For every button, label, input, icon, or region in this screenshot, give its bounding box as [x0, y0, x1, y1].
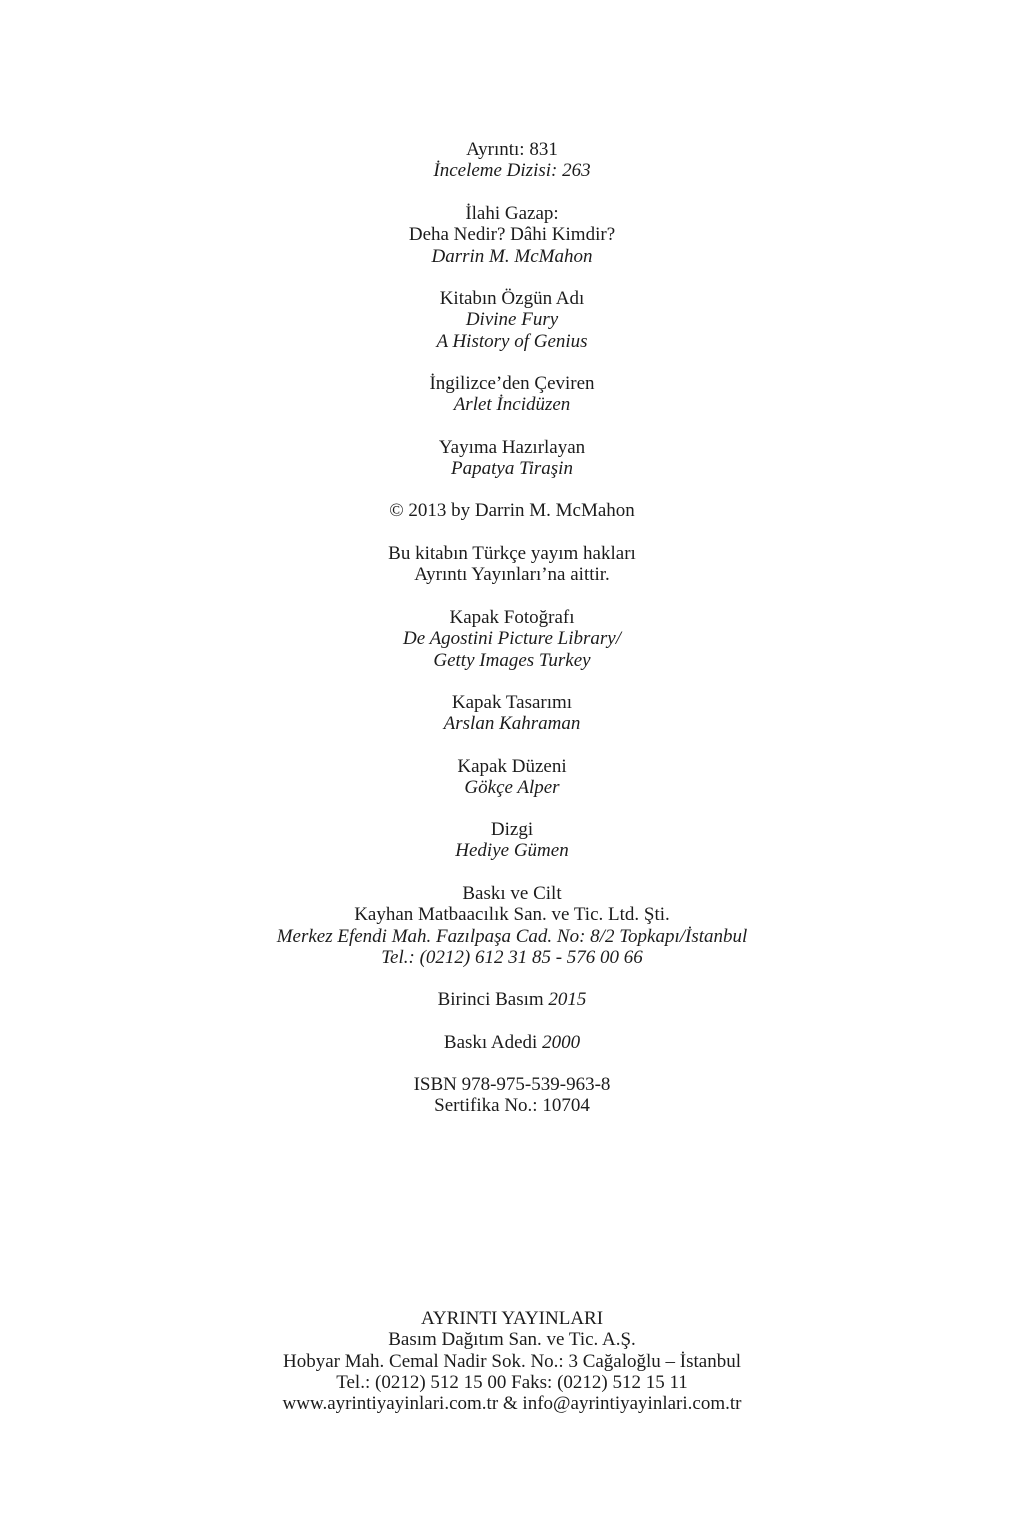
- rights-line-2: Ayrıntı Yayınları’na aittir.: [414, 564, 610, 586]
- typesetting-block: [0, 819, 1024, 862]
- printing-address: Merkez Efendi Mah. Fazılpaşa Cad. No: 8/2 Topkapı/İstanbul: [276, 925, 748, 947]
- cover-photo-line-1: De Agostini Picture Library/: [403, 628, 621, 650]
- cover-design-name: Arslan Kahraman: [443, 713, 581, 735]
- publisher-name: AYRINTI YAYINLARI: [420, 1308, 604, 1329]
- print-run-block: [0, 1032, 1024, 1053]
- printing-block: [0, 883, 1024, 968]
- first-edition-year: 2015: [548, 989, 587, 1010]
- book-title: İlahi Gazap:: [465, 203, 559, 224]
- publisher-address: Hobyar Mah. Cemal Nadir Sok. No.: 3 Cağaloğlu – İstanbul: [282, 1350, 742, 1372]
- book-subtitle: Deha Nedir? Dâhi Kimdir?: [408, 224, 616, 246]
- subseries-number: İnceleme Dizisi: 263: [433, 160, 591, 182]
- isbn: ISBN 978-975-539-963-8: [413, 1074, 611, 1095]
- printing-label: Baskı ve Cilt: [462, 883, 562, 904]
- typesetting-name: Hediye Gümen: [455, 840, 569, 862]
- book-author: Darrin M. McMahon: [431, 245, 593, 267]
- translator-name: Arlet İncidüzen: [453, 394, 571, 416]
- translator-label: İngilizce’den Çeviren: [429, 373, 595, 394]
- printing-company: Kayhan Matbaacılık San. ve Tic. Ltd. Şti.: [354, 904, 670, 926]
- cover-layout-label: Kapak Düzeni: [457, 756, 567, 777]
- series-number: Ayrıntı: 831: [466, 139, 558, 160]
- first-edition-block: [0, 989, 1024, 1010]
- rights-block: [0, 543, 1024, 586]
- print-run-line: [0, 1032, 1024, 1053]
- print-run-label: Baskı Adedi: [443, 1032, 538, 1053]
- original-title: Divine Fury: [465, 309, 559, 331]
- first-edition-line: [0, 989, 1024, 1010]
- publisher-web: www.ayrintiyayinlari.com.tr & info@ayrintiyayinlari.com.tr: [282, 1393, 742, 1415]
- printing-phone: Tel.: (0212) 612 31 85 - 576 00 66: [381, 946, 643, 968]
- original-subtitle: A History of Genius: [436, 330, 588, 352]
- book-info: [0, 203, 1024, 267]
- editor-block: [0, 437, 1024, 480]
- cover-design-block: [0, 692, 1024, 735]
- cover-photo-line-2: Getty Images Turkey: [433, 649, 591, 671]
- publisher-block: [0, 1308, 1024, 1414]
- print-run-count: 2000: [542, 1032, 581, 1053]
- publisher-company: Basım Dağıtım San. ve Tic. A.Ş.: [388, 1329, 636, 1351]
- original-title-block: [0, 288, 1024, 352]
- isbn-block: [0, 1074, 1024, 1117]
- certificate-number: Sertifika No.: 10704: [434, 1095, 590, 1117]
- editor-name: Papatya Tiraşin: [451, 458, 573, 480]
- cover-photo-label: Kapak Fotoğrafı: [449, 607, 575, 628]
- cover-layout-name: Gökçe Alper: [464, 777, 560, 799]
- editor-label: Yayıma Hazırlayan: [438, 437, 586, 458]
- typesetting-label: Dizgi: [490, 819, 534, 840]
- first-edition-label: Birinci Basım: [437, 989, 544, 1010]
- publisher-contact: Tel.: (0212) 512 15 00 Faks: (0212) 512 15 11: [336, 1371, 688, 1393]
- copyright-line: © 2013 by Darrin M. McMahon: [389, 500, 635, 521]
- copyright-block: [0, 500, 1024, 521]
- translator-block: [0, 373, 1024, 416]
- cover-design-label: Kapak Tasarımı: [451, 692, 573, 713]
- rights-line-1: Bu kitabın Türkçe yayım hakları: [388, 543, 636, 564]
- cover-photo-block: [0, 607, 1024, 671]
- series-info: [0, 139, 1024, 182]
- original-title-label: Kitabın Özgün Adı: [439, 288, 585, 309]
- cover-layout-block: [0, 756, 1024, 799]
